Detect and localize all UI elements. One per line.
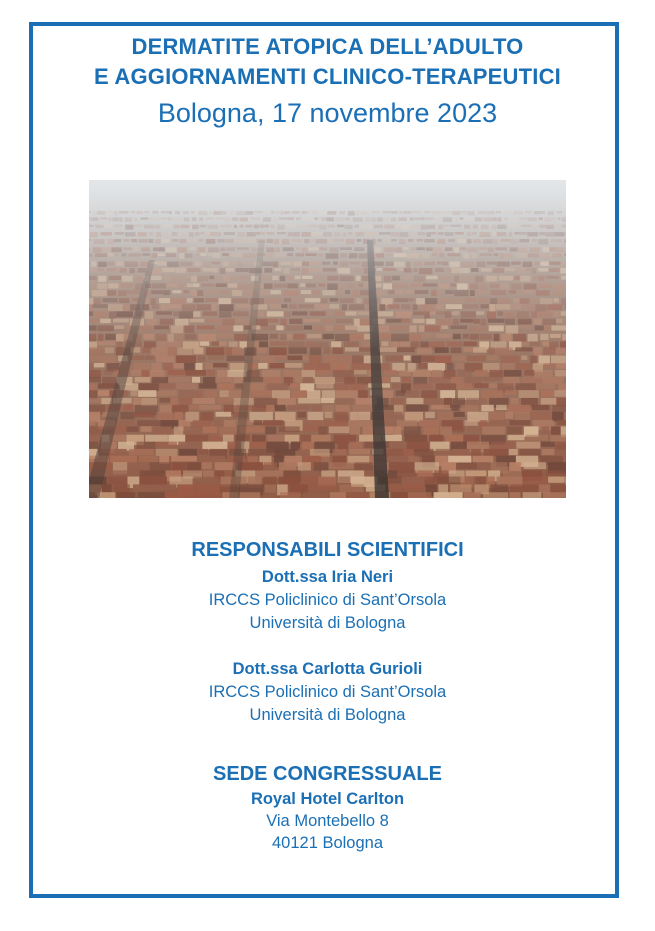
event-title-line-1: DERMATITE ATOPICA DELL’ADULTO <box>131 34 524 59</box>
person-name: Dott.ssa Carlotta Gurioli <box>232 660 423 678</box>
person-name: Dott.ssa Iria Neri <box>261 568 394 586</box>
person-university: Università di Bologna <box>249 614 406 632</box>
scientific-heading: RESPONSABILI SCIENTIFICI <box>191 539 464 561</box>
person-affiliation: IRCCS Policlinico di Sant’Orsola <box>208 591 447 609</box>
event-date-location: Bologna, 17 novembre 2023 <box>157 98 498 128</box>
venue-name: Royal Hotel Carlton <box>250 790 405 808</box>
venue-city: 40121 Bologna <box>271 834 384 852</box>
person-university: Università di Bologna <box>249 706 406 724</box>
person-affiliation: IRCCS Policlinico di Sant’Orsola <box>208 683 447 701</box>
city-aerial-photo <box>89 180 566 498</box>
event-title-line-2: E AGGIORNAMENTI CLINICO-TERAPEUTICI <box>94 64 561 89</box>
venue-address: Via Montebello 8 <box>266 812 389 830</box>
venue-heading: SEDE CONGRESSUALE <box>213 763 442 785</box>
